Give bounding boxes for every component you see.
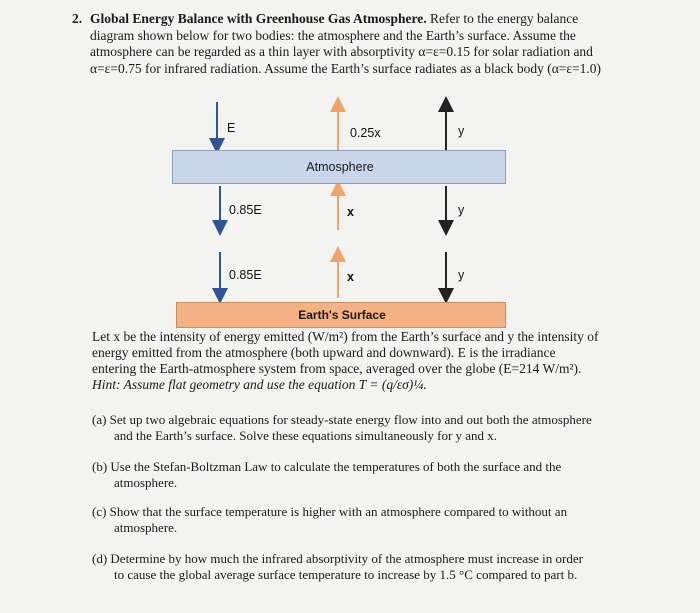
problem-number: 2.	[72, 11, 83, 26]
hint-text: Hint: Assume flat geometry and use the equation T = (q/εσ)¼.	[92, 377, 427, 392]
earth-surface-layer	[176, 302, 506, 328]
part-c-text: (c) Show that the surface temperature is higher with an atmosphere compared to without an atmosphere.	[92, 504, 568, 535]
atmosphere-layer	[172, 150, 506, 184]
variable-description	[92, 329, 602, 393]
part-a	[92, 412, 592, 444]
label-x-low: x	[347, 270, 354, 284]
part-d	[92, 551, 592, 583]
label-0-25x: 0.25x	[350, 126, 381, 140]
problem-intro	[90, 11, 620, 77]
problem-intro-text: Refer to the energy balance diagram shown below for two bodies: the atmosphere and the Earth’s surface. Assume the atmosphere can be regarded as a thin layer with absorptivity α=ε=0.15 for solar radiation and α=ε=0.75 for infrared radiation. Assume the Earth’s surface radiates as a black body (α=ε=1.0)	[90, 11, 602, 76]
problem-title: Global Energy Balance with Greenhouse Gas Atmosphere.	[90, 11, 427, 26]
description-text: Let x be the intensity of energy emitted (W/m²) from the Earth’s surface and y the intensity of energy emitted from the atmosphere (both upward and downward). E is the irradiance entering the Earth-atmosphere system from space, averaged over the globe (E=214 W/m²).	[92, 329, 599, 376]
part-c	[92, 504, 592, 536]
label-x-mid: x	[347, 205, 354, 219]
label-0-85E-low: 0.85E	[229, 268, 262, 282]
part-d-text: (d) Determine by how much the infrared absorptivity of the atmosphere must increase in order to cause the global average surface temperature to increase by 1.5 °C compared to part b.	[92, 551, 583, 582]
earth-surface-label: Earth's Surface	[298, 308, 386, 322]
part-a-text: (a) Set up two algebraic equations for steady-state energy flow into and out both the atmosphere and the Earth’s surface. Solve these equations simultaneously for y and x.	[92, 412, 592, 443]
label-0-85E-mid: 0.85E	[229, 203, 262, 217]
label-y-top: y	[458, 124, 465, 138]
label-E: E	[227, 121, 236, 135]
atmosphere-label: Atmosphere	[306, 160, 374, 174]
part-b	[92, 459, 592, 491]
label-y-low: y	[458, 268, 465, 282]
label-y-mid: y	[458, 203, 465, 217]
part-b-text: (b) Use the Stefan-Boltzman Law to calculate the temperatures of both the surface and the atmosphere.	[92, 459, 562, 490]
